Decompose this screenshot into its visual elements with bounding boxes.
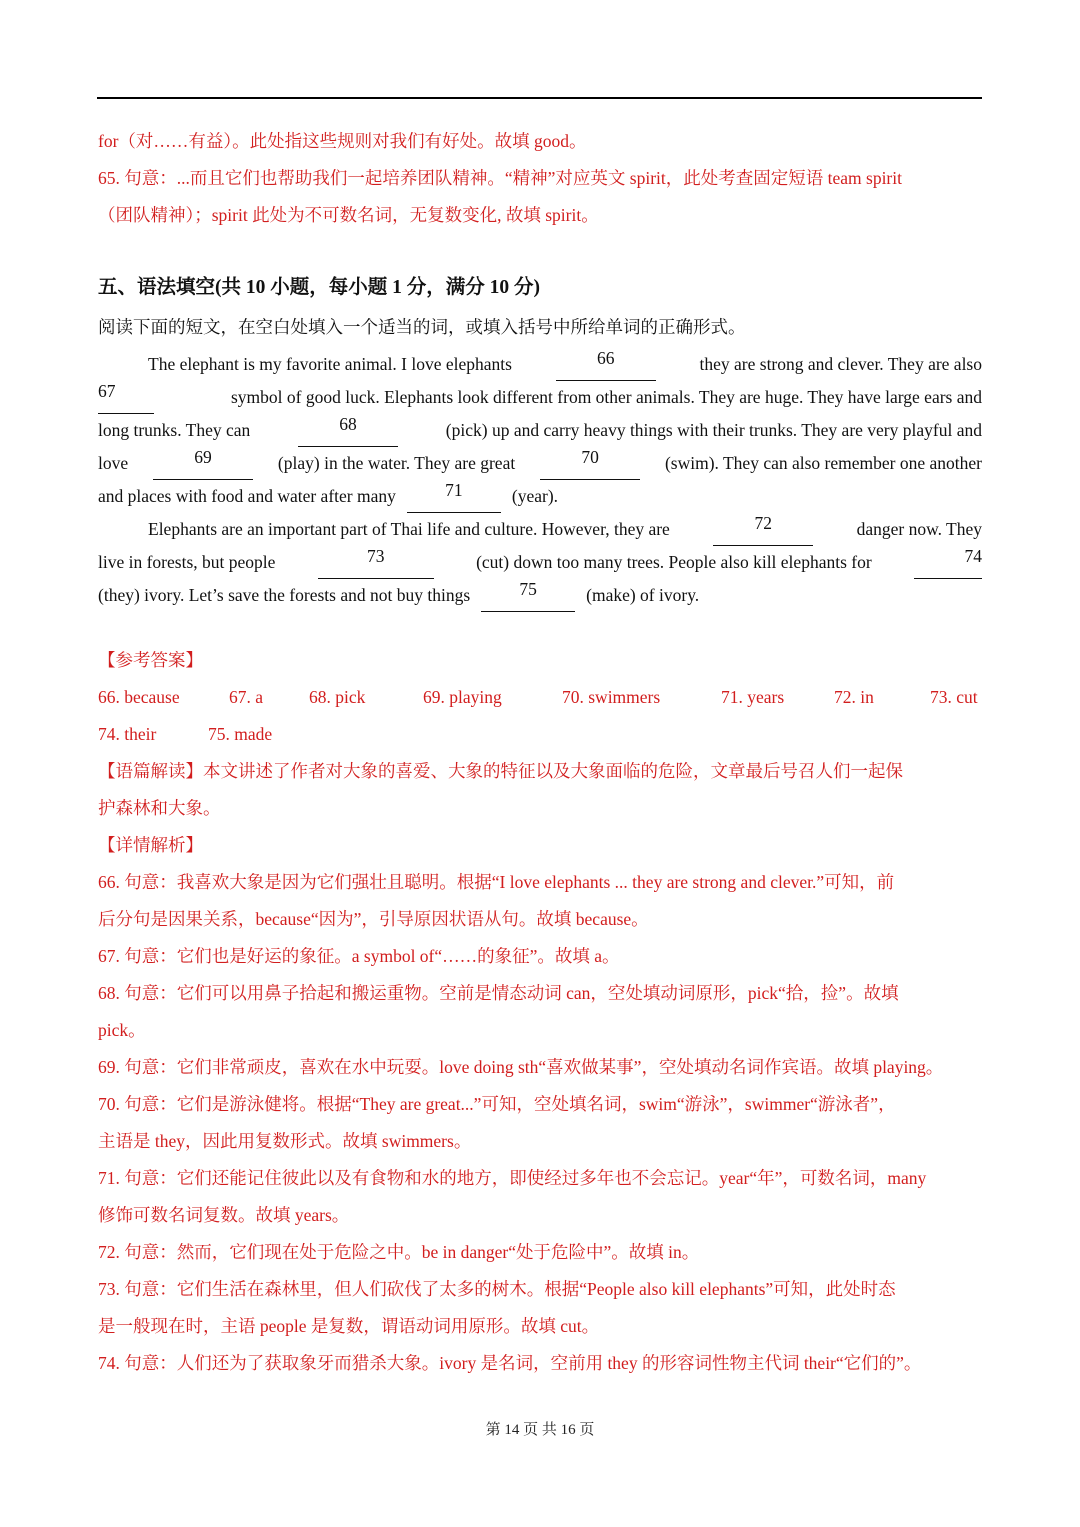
passage-text: they are strong and clever. They are also [699, 354, 982, 374]
passage-line [98, 348, 982, 381]
analysis-line: 后分句是因果关系，because“因为”，引导原因状语从句。故填 because。 [98, 909, 649, 929]
passage-text: (make) of ivory. [586, 585, 700, 605]
analysis-heading: 【详情解析】 [98, 835, 203, 855]
analysis-line: 67. 句意：它们也是好运的象征。a symbol of“……的象征”。故填 a。 [98, 946, 620, 966]
reading-summary-line-2: 护森林和大象。 [98, 798, 221, 818]
analysis-line: 70. 句意：它们是游泳健将。根据“They are great...”可知，空处填名词，swim“游泳”，swimmer“游泳者”， [98, 1094, 896, 1114]
passage-text: (play) in the water. They are great [277, 453, 516, 473]
prev-explanation-line-3: （团队精神）；spirit 此处为不可数名词，无复数变化, 故填 spirit。 [98, 205, 599, 225]
answer-item: 75. made [208, 724, 273, 744]
analysis-line: 71. 句意：它们还能记住彼此以及有食物和水的地方，即使经过多年也不会忘记。year“年”，可数名词，many [98, 1168, 927, 1188]
analysis-line: 72. 句意：然而，它们现在处于危险之中。be in danger“处于危险中”。故填 in。 [98, 1242, 700, 1262]
passage-line [98, 480, 982, 513]
analysis-line: 是一般现在时，主语 people 是复数，谓语动词用原形。故填 cut。 [98, 1316, 600, 1336]
answer-row-2 [98, 716, 982, 753]
cloze-passage [98, 348, 982, 612]
answer-item: 69. playing [423, 687, 502, 707]
blank-68: 68 [298, 414, 398, 447]
answer-item: 74. their [98, 724, 157, 744]
passage-line [98, 447, 982, 480]
passage-line [98, 546, 982, 579]
passage-text: (cut) down too many trees. People also kill elephants for [476, 552, 872, 572]
passage-text: (pick) up and carry heavy things with their trunks. They are very playful and [445, 420, 982, 440]
section-title: 五、语法填空(共 10 小题，每小题 1 分，满分 10 分) [98, 277, 540, 298]
page-footer: 第 14 页 共 16 页 [485, 1422, 595, 1438]
header-rule [97, 97, 982, 99]
passage-text: danger now. They [856, 519, 982, 539]
blank-67: 67 [98, 381, 154, 414]
analysis-line: 74. 句意：人们还为了获取象牙而猎杀大象。ivory 是名词，空前用 they 的形容词性物主代词 their“它们的”。 [98, 1353, 922, 1373]
analysis-line: pick。 [98, 1020, 146, 1040]
passage-text: (year). [511, 486, 559, 506]
analysis-line: 主语是 they，因此用复数形式。故填 swimmers。 [98, 1131, 472, 1151]
analysis-line: 修饰可数名词复数。故填 years。 [98, 1205, 350, 1225]
answer-item: 68. pick [309, 687, 366, 707]
section-instruction: 阅读下面的短文，在空白处填入一个适当的词，或填入括号中所给单词的正确形式。 [98, 317, 746, 337]
passage-line [98, 381, 982, 414]
blank-74: 74 [914, 546, 982, 579]
answer-item: 66. because [98, 687, 180, 707]
passage-text: and places with food and water after many [98, 486, 396, 506]
blank-75: 75 [481, 579, 575, 612]
blank-73: 73 [318, 546, 434, 579]
answer-item: 72. in [834, 687, 874, 707]
passage-text: The elephant is my favorite animal. I love elephants [148, 354, 512, 374]
answer-item: 70. swimmers [562, 687, 661, 707]
analysis-line: 66. 句意：我喜欢大象是因为它们强壮且聪明。根据“I love elephants ... they are strong and clever.”可知，前 [98, 872, 895, 892]
blank-66: 66 [556, 348, 656, 381]
passage-text: (swim). They can also remember one another [664, 453, 982, 473]
blank-71: 71 [407, 480, 501, 513]
blank-72: 72 [713, 513, 813, 546]
reading-summary-line-1: 【语篇解读】本文讲述了作者对大象的喜爱、大象的特征以及大象面临的危险，文章最后号召人们一起保 [98, 761, 903, 781]
answer-item: 73. cut [930, 687, 978, 707]
blank-70: 70 [540, 447, 640, 480]
passage-line [98, 414, 982, 447]
analysis-line: 69. 句意：它们非常顽皮，喜欢在水中玩耍。love doing sth“喜欢做某事”，空处填动名词作宾语。故填 playing。 [98, 1057, 944, 1077]
passage-text: live in forests, but people [98, 552, 276, 572]
answer-item: 67. a [229, 687, 264, 707]
passage-line [98, 513, 982, 546]
passage-line [98, 579, 982, 612]
passage-text: Elephants are an important part of Thai life and culture. However, they are [148, 519, 670, 539]
analysis-line: 73. 句意：它们生活在森林里，但人们砍伐了太多的树木。根据“People also kill elephants”可知，此处时态 [98, 1279, 896, 1299]
answer-heading: 【参考答案】 [98, 650, 203, 670]
analysis-line: 68. 句意：它们可以用鼻子拾起和搬运重物。空前是情态动词 can，空处填动词原形，pick“拾，捡”。故填 [98, 983, 899, 1003]
answer-item: 71. years [721, 687, 785, 707]
blank-69: 69 [153, 447, 253, 480]
answer-row-1 [98, 679, 982, 716]
passage-text: long trunks. They can [98, 420, 251, 440]
passage-text: symbol of good luck. Elephants look different from other animals. They are huge. They have large ears and [231, 387, 982, 407]
prev-explanation-line-2: 65. 句意：...而且它们也帮助我们一起培养团队精神。“精神”对应英文 spirit，此处考查固定短语 team spirit [98, 168, 902, 188]
passage-text: (they) ivory. Let’s save the forests and not buy things [98, 585, 471, 605]
passage-text: love [98, 453, 129, 473]
prev-explanation-line-1: for（对……有益）。此处指这些规则对我们有好处。故填 good。 [98, 131, 587, 151]
